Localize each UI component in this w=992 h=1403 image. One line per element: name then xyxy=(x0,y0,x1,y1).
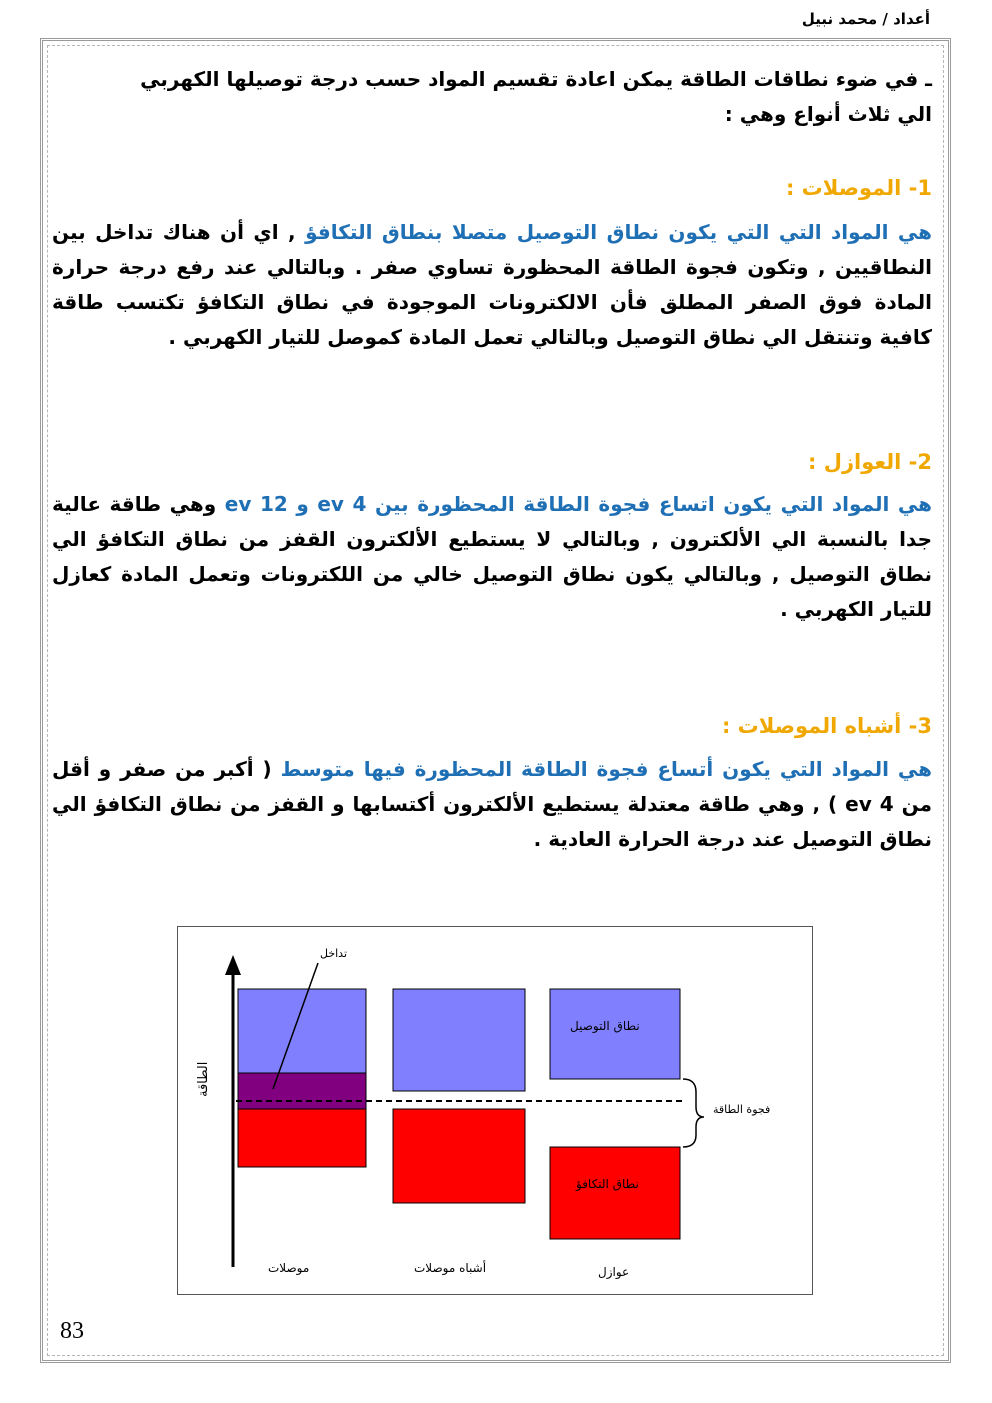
insulator-valence-band xyxy=(550,1147,680,1239)
intro-line-2: الي ثلاث أنواع وهي : xyxy=(724,102,932,126)
category-label-semiconductors: أشباه موصلات xyxy=(414,1261,487,1275)
category-label-conductors: موصلات xyxy=(268,1261,310,1275)
energy-axis-arrow-icon xyxy=(225,955,241,975)
insulator-conduction-band xyxy=(550,989,680,1079)
page-number: 83 xyxy=(60,1318,84,1344)
conductor-valence-band xyxy=(238,1109,366,1167)
band-gap-brace xyxy=(683,1079,704,1147)
section-heading-conductors: 1- الموصلات : xyxy=(785,176,932,200)
author-credit: أعداد / محمد نبيل xyxy=(801,10,930,28)
section-body-conductors xyxy=(52,215,932,355)
semiconductor-valence-band xyxy=(393,1109,525,1203)
intro-line-1: ـ في ضوء نطاقات الطاقة يمكن اعادة تقسيم المواد حسب درجة توصيلها الكهربي xyxy=(140,67,932,91)
section-heading-semiconductors: 3- أشباه الموصلات : xyxy=(721,714,932,738)
conductor-conduction-band xyxy=(238,989,366,1073)
energy-band-diagram xyxy=(177,926,813,1295)
definition-insulators: هي المواد التي يكون اتساع فجوة الطاقة المحظورة بين 4 ev و 12 ev xyxy=(224,492,932,516)
semiconductor-conduction-band xyxy=(393,989,525,1091)
energy-axis-label: الطاقة xyxy=(196,1061,211,1097)
section-heading-insulators: 2- العوازل : xyxy=(808,450,932,474)
conductor-overlap-band xyxy=(238,1073,366,1109)
text-insulators: وهي طاقة عالية جدا بالنسبة الي الألكترون , وبالتالي لا يستطيع الألكترون القفز من نطاق التكافؤ الي نطاق التوصيل , وبالتالي يكون نطاق التوصيل خالي من اللكترونات وتعمل المادة كعازل للتيار الكهربي . xyxy=(52,492,932,621)
intro-paragraph xyxy=(52,62,932,132)
overlap-label: تداخل xyxy=(320,947,348,960)
definition-semiconductors: هي المواد التي يكون أتساع فجوة الطاقة المحظورة فيها متوسط xyxy=(280,757,932,781)
valence-band-label: نطاق التكافؤ xyxy=(576,1177,639,1191)
definition-conductors: هي المواد التي التي يكون نطاق التوصيل متصلا بنطاق التكافؤ xyxy=(305,220,933,244)
text-conductors: , اي أن هناك تداخل بين النطاقيين , وتكون فجوة الطاقة المحظورة تساوي صفر . وبالتالي عند رفع درجة حرارة المادة فوق الصفر المطلق فأن الالكترونات الموجودة في نطاق التكافؤ تكتسب طاقة كافية وتنتقل الي نطاق التوصيل وبالتالي تعمل المادة كموصل للتيار الكهربي . xyxy=(52,220,932,349)
text-semiconductors: ( أكبر من صفر و أقل من 4 ev ) , وهي طاقة معتدلة يستطيع الألكترون أكتسابها و القفز من نطاق التكافؤ الي نطاق التوصيل عند درجة الحرارة العادية . xyxy=(52,757,932,851)
conduction-band-label: نطاق التوصيل xyxy=(570,1019,640,1033)
section-body-insulators xyxy=(52,487,932,627)
section-body-semiconductors xyxy=(52,752,932,857)
band-gap-label: فجوة الطاقة xyxy=(713,1103,771,1116)
category-label-insulators: عوازل xyxy=(598,1265,630,1279)
